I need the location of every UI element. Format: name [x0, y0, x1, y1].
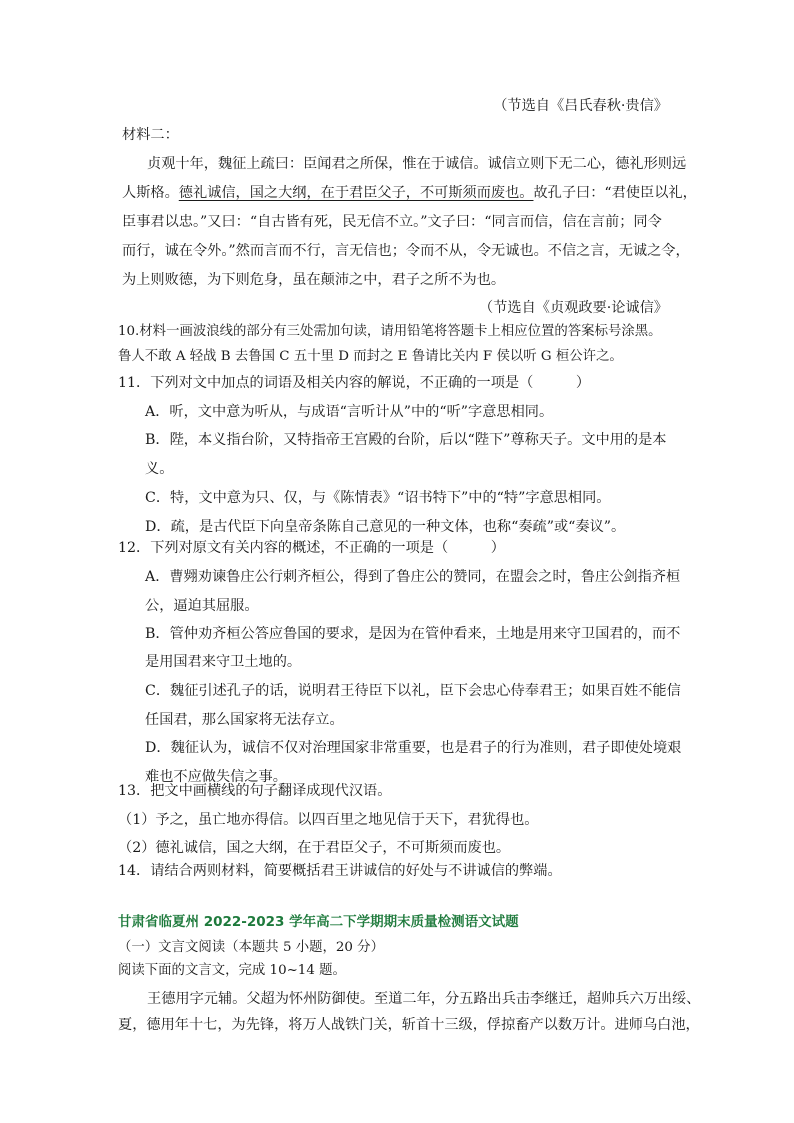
question-11-option-a: A．听，文中意为听从，与成语“言听计从”中的“听”字意思相同。 — [145, 404, 554, 420]
question-11-option-b-cont: 义。 — [145, 461, 174, 477]
next-section-line: 夏，德用年十七，为先锋，将万人战铁门关，斩首十三级，俘掠畜产以数万计。进师乌白池， — [118, 1017, 700, 1033]
question-12-option-b-cont: 是用国君来守卫土地的。 — [145, 654, 302, 670]
material2-label: 材料二： — [122, 127, 179, 143]
next-section-part: （一）文言文阅读（本题共 5 小题，20 分） — [118, 940, 384, 955]
next-section-line: 王德用字元辅。父超为怀州防御使。至道二年，分五路出兵击李继迁，超帅兵六万出绥、 — [147, 991, 701, 1007]
question-14-stem: 14．请结合两则材料，简要概括君王讲诚信的好处与不讲诚信的弊端。 — [118, 863, 562, 879]
material2-line: 为上则败德，为下则危身，虽在颠沛之中，君子之所不为也。 — [122, 272, 506, 288]
material1-source: （节选自《吕氏春秋·贵信》 — [493, 98, 668, 114]
question-12-option-d-cont: 难也不应做失信之事。 — [145, 769, 287, 785]
material2-text: 故孔子曰：“君使臣以礼， — [533, 185, 697, 201]
material2-text: 人斯格。 — [122, 185, 179, 201]
underlined-sentence: 德礼诚信，国之大纲，在于君臣父子，不可斯须而废也。 — [178, 185, 534, 201]
question-10-text: 鲁人不敢 A 轻战 B 去鲁国 C 五十里 D 而封之 E 鲁请比关内 F 侯以听 G 桓公许之。 — [118, 349, 623, 364]
question-12-option-c-cont: 任国君，那么国家将无法存立。 — [145, 712, 344, 728]
material2-line: 臣事君以忠。”又曰：“自古皆有死，民无信不立。”文子曰：“同言而信，信在言前；同令 — [122, 214, 662, 230]
question-11-option-c: C．特，文中意为只、仅，与《陈情表》“诏书特下”中的“特”字意思相同。 — [145, 490, 611, 506]
question-12-option-a: A．曹翙劝谏鲁庄公行刺齐桓公，得到了鲁庄公的赞同，在盟会之时，鲁庄公剑指齐桓 — [145, 569, 681, 585]
material2-line: 而行，诚在令外。”然而言而不行，言无信也；令而不从，令无诚也。不信之言，无诚之令， — [122, 243, 690, 259]
question-12-stem: 12．下列对原文有关内容的概述，不正确的一项是（ ） — [118, 540, 505, 556]
question-13-sentence-2: （2）德礼诚信，国之大纲，在于君臣父子，不可斯须而废也。 — [118, 840, 511, 856]
material2-line: 贞观十年，魏征上疏曰：臣闻君之所保，惟在于诚信。诚信立则下无二心，德礼形则远 — [147, 156, 687, 172]
question-10-stem: 10.材料一画波浪线的部分有三处需加句读，请用铅笔将答题卡上相应位置的答案标号涂黑。 — [118, 324, 662, 339]
next-section-instruction: 阅读下面的文言文，完成 10~14 题。 — [118, 963, 346, 978]
question-11-stem: 11．下列对文中加点的词语及相关内容的解说，不正确的一项是（ ） — [118, 375, 591, 391]
question-11-option-b: B．陛，本义指台阶，又特指帝王宫殿的台阶，后以“陛下”尊称天子。文中用的是本 — [145, 432, 667, 448]
material2-source: （节选自《贞观政要·论诚信》 — [479, 300, 668, 316]
question-12-option-c: C．魏征引述孔子的话，说明君王待臣下以礼，臣下会忠心侍奉君王；如果百姓不能信 — [145, 683, 681, 699]
material2-line — [122, 183, 697, 203]
question-13-sentence-1: （1）予之，虽亡地亦得信。以四百里之地见信于天下，君犹得也。 — [118, 812, 539, 828]
next-section-heading: 甘肃省临夏州 2022-2023 学年高二下学期期末质量检测语文试题 — [118, 914, 519, 930]
question-12-option-a-cont: 公，逼迫其屈服。 — [145, 598, 259, 614]
question-12-option-d: D．魏征认为，诚信不仅对治理国家非常重要，也是君子的行为准则，君子即使处境艰 — [145, 740, 682, 756]
question-13-stem: 13．把文中画横线的句子翻译成现代汉语。 — [118, 783, 392, 799]
question-11-option-d: D．疏，是古代臣下向皇帝条陈自己意见的一种文体，也称“奏疏”或“奏议”。 — [145, 519, 626, 535]
question-12-option-b: B．管仲劝齐桓公答应鲁国的要求，是因为在管仲看来，土地是用来守卫国君的，而不 — [145, 626, 681, 642]
